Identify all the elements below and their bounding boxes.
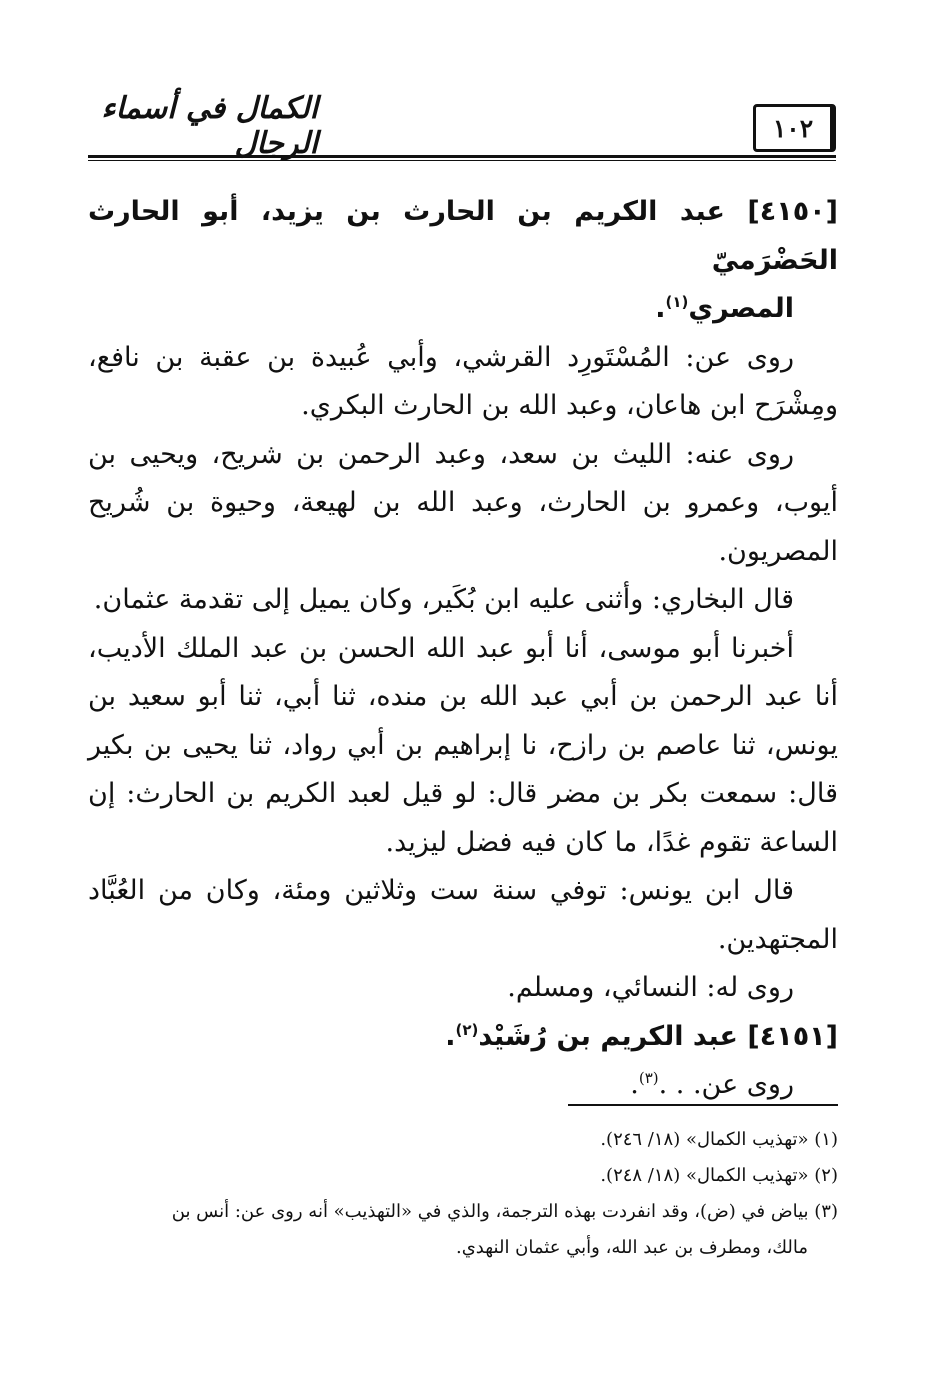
footnote-divider	[568, 1104, 838, 1106]
entry-heading-line1: [٤١٥٠] عبد الكريم بن الحارث بن يزيد، أبو الحارث الحَضْرَميّ	[88, 196, 838, 276]
main-text	[88, 188, 838, 1110]
footnote-ref-3: (٣)	[638, 1069, 659, 1087]
paragraph-isnad: أخبرنا أبو موسى، أنا أبو عبد الله الحسن بن عبد الملك الأديب، أنا عبد الرحمن بن أبي عبد الله بن منده، ثنا أبي، ثنا أبو سعيد بن يونس، ثنا عاصم بن رازح، نا إبراهيم بن أبي رواد، ثنا يحيى بن بكير قال: سمعت بكر بن مضر قال: لو قيل لعبد الكريم بن الحارث: إن الساعة تقوم غدًا، ما كان فيه فضل ليزيد.	[88, 632, 838, 858]
footnote-ref-2: (٢)	[455, 1020, 479, 1039]
entry-heading-2	[88, 1013, 838, 1062]
paragraph-narrated-by: روى عنه: الليث بن سعد، وعبد الرحمن بن شريح، ويحيى بن أيوب، وعمرو بن الحارث، وعبد الله بن لهيعة، وحيوة بن شُريح المصريون.	[88, 438, 838, 567]
book-title: الكمال في أسماء الرجال	[101, 91, 318, 161]
entry-heading-text: المصري	[688, 293, 794, 324]
heading-2-period: .	[445, 1020, 456, 1052]
footnote-3-continued: مالك، ومطرف بن عبد الله، وأبي عثمان النهدي.	[455, 1237, 808, 1258]
page-number: ١٠٢	[753, 104, 836, 152]
entry-heading	[88, 188, 838, 334]
entry-heading-line2	[88, 285, 838, 334]
paragraph-ibn-yunus: قال ابن يونس: توفي سنة ست وثلاثين ومئة، وكان من العُبَّاد المجتهدين.	[88, 875, 838, 955]
paragraph-narrated-for: روى له: النسائي، ومسلم.	[507, 972, 794, 1003]
footnote-ref: (١)	[665, 293, 689, 311]
footnote-2: (٢) «تهذيب الكمال» (١٨/ ٢٤٨).	[600, 1165, 838, 1186]
riwaya-period: .	[630, 1069, 639, 1100]
paragraph-riwaya	[88, 1061, 838, 1110]
paragraph-bukhari: قال البخاري: وأثنى عليه ابن بُكَير، وكان يميل إلى تقدمة عثمان.	[93, 584, 794, 615]
header-rule-thin	[88, 160, 836, 161]
footnote-1: (١) «تهذيب الكمال» (١٨/ ٢٤٦).	[600, 1129, 838, 1150]
riwaya-text: روى عن. . .	[658, 1069, 794, 1100]
footnote-3: (٣) بياض في (ض)، وقد انفردت بهذه الترجمة، والذي في «التهذيب» أنه روى عن: أنس بن	[171, 1201, 838, 1222]
header-rule	[88, 155, 836, 158]
paragraph-narrated-from: روى عن: المُسْتَورِد القرشي، وأبي عُبيدة بن عقبة بن نافع، ومِشْرَح ابن هاعان، وعبد الله بن الحارث البكري.	[88, 341, 838, 421]
page-header	[88, 91, 836, 161]
entry-heading-2-text: [٤١٥١] عبد الكريم بن رُشَيْد	[478, 1020, 838, 1052]
heading-period: .	[655, 293, 666, 324]
footnotes	[92, 1122, 838, 1266]
